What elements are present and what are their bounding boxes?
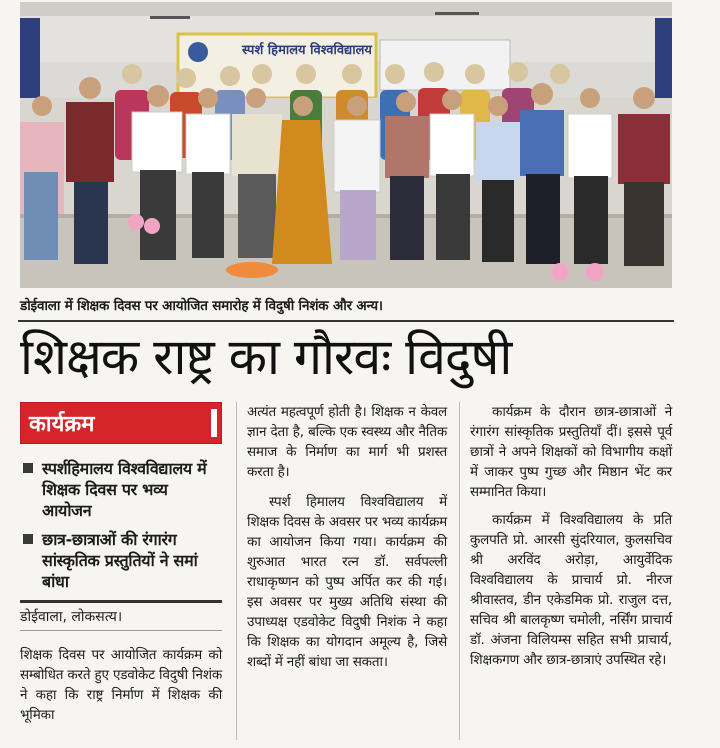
- section-label-bar: [20, 402, 222, 444]
- highlight-item: [20, 529, 222, 592]
- sidebar: [20, 402, 222, 725]
- highlight-item: [20, 458, 222, 521]
- article-column-2: [247, 402, 447, 672]
- section-label-stripe: [211, 409, 217, 437]
- headline: शिक्षक राष्ट्र का गौरवः विदुषी: [20, 328, 512, 386]
- highlight-text: स्पर्शहिमालय विश्वविद्यालय में शिक्षक दिवस पर भव्य आयोजन: [42, 459, 207, 520]
- dateline: डोईवाला, लोकसत्य।: [20, 600, 222, 626]
- banner-text: स्पर्श हिमालय विश्वविद्यालय: [242, 43, 372, 58]
- section-label: कार्यक्रम: [29, 411, 95, 437]
- square-bullet-icon: [23, 463, 33, 473]
- event-photo: [20, 2, 672, 288]
- dateline-rule: [20, 630, 222, 631]
- column-divider: [459, 402, 460, 740]
- column-2-paragraph-2: स्पर्श हिमालय विश्वविद्यालय में शिक्षक दिवस के अवसर पर भव्य कार्यक्रम का आयोजन किया गया। कार्यक्रम की शुरुआत भारत रत्न डॉ. सर्वपल्ली राधाकृष्णन को पुष्प अर्पित कर की गई। इस अवसर पर मुख्य अतिथि संस्था की उपाध्यक्ष एडवोकेट विदुषी निशंक ने कहा कि शिक्षक का योगदान अमूल्य है, जिसे शब्दों में नहीं बांधा जा सकता।: [247, 494, 447, 670]
- sidebar-body-text: शिक्षक दिवस पर आयोजित कार्यक्रम को सम्बोधित करते हुए एडवोकेट विदुषी निशंक ने कहा कि राष्ट्र निर्माण में शिक्षक की भूमिका: [20, 647, 222, 723]
- column-3-paragraph-1: कार्यक्रम के दौरान छात्र-छात्राओं ने रंगारंग सांस्कृतिक प्रस्तुतियाँ दीं। इससे पूर्व छात्रों ने अपने शिक्षकों को विभागीय कक्षों में जाकर पुष्प गुच्छ और मिष्ठान भेंट कर सम्मानित किया।: [470, 404, 672, 500]
- square-bullet-icon: [23, 534, 33, 544]
- column-3-paragraph-2: कार्यक्रम में विश्वविद्यालय के प्रति कुलपति प्रो. आरसी सुंदरियाल, कुलसचिव श्री अरविंद अरोड़ा, आयुर्वेदिक विश्वविद्यालय के प्राचार्य प्रो. नीरज श्रीवास्तव, डीन एकेडमिक प्रो. राजुल दत्त, सचिव श्री बालकृष्ण चमोली, नर्सिंग प्राचार्य डॉ. अंजना विलियम्स सहित सभी प्राचार्य, शिक्षकगण और छात्र-छात्राएं उपस्थित रहे।: [470, 512, 672, 668]
- highlights-list: [20, 458, 222, 592]
- caption-rule: [18, 320, 674, 322]
- photo-caption: डोईवाला में शिक्षक दिवस पर आयोजित समारोह में विदुषी निशंक और अन्य।: [20, 298, 383, 314]
- column-2-paragraph-1: अत्यंत महत्वपूर्ण होती है। शिक्षक न केवल ज्ञान देता है, बल्कि एक स्वस्थ्य और नैतिक समाज के निर्माण का मार्ग भी प्रशस्त करता है।: [247, 404, 447, 480]
- highlight-text: छात्र-छात्राओं की रंगारंग सांस्कृतिक प्रस्तुतियों ने समां बांधा: [42, 530, 198, 591]
- article-column-3: [470, 402, 672, 670]
- column-divider: [236, 402, 237, 740]
